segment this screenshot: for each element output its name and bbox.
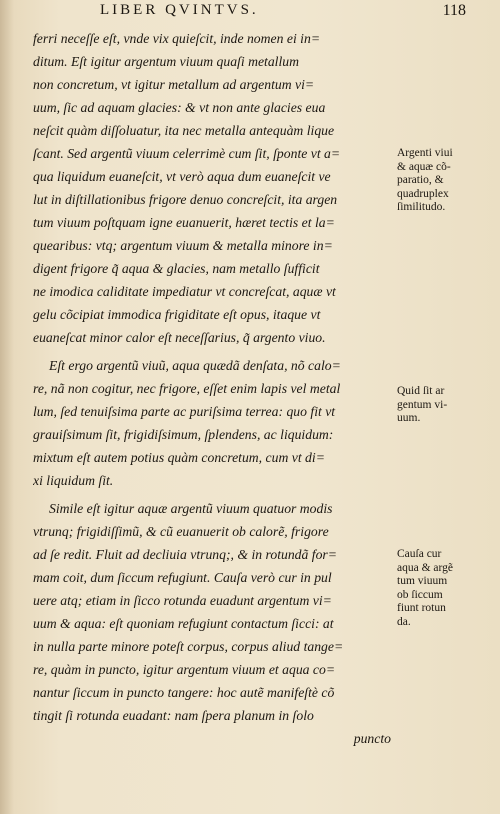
text-line: ad ſe redit. Fluit ad decliuia vtrunq;, & in rotundã for=: [33, 547, 337, 562]
text-line: ne imodica caliditate impediatur vt concreſcat, aquæ vt: [33, 284, 336, 299]
text-line: gelu cõcipiat immodica frigiditate eſt opus, itaque vt: [33, 307, 321, 322]
text-line: euaneſcat minor calor eſt neceſſarius, q̃ argento viuo.: [33, 330, 326, 345]
text-line: lut in diſtillationibus frigore denuo concreſcit, ita argen: [33, 192, 338, 207]
paragraph-2: [33, 354, 391, 492]
text-line: nantur ſiccum in puncto tangere: hoc autẽ manifeſtè cõ: [33, 685, 335, 700]
note-line: Cauſa cur: [397, 548, 442, 560]
main-text: [33, 27, 391, 750]
text-line: ditum. Eſt igitur argentum viuum quaſi metallum: [33, 54, 300, 69]
note-line: uum.: [397, 412, 421, 424]
note-line: ob ſiccum: [397, 588, 443, 601]
text-line: digent frigore q̃ aqua & glacies, nam metallo ſufficit: [33, 261, 320, 276]
note-line: quadruplex: [397, 187, 449, 200]
text-line: lum, ſed tenuiſsima parte ac puriſsima terrea: quo fit vt: [33, 404, 336, 419]
note-line: da.: [397, 615, 411, 628]
text-line: quearibus: vtq; argentum viuum & metalla minore in=: [33, 238, 333, 253]
text-line: re, quàm in puncto, igitur argentum viuum et aqua co=: [33, 662, 336, 677]
text-line: ferri neceſſe eſt, vnde vix quieſcit, inde nomen ei in=: [33, 31, 321, 46]
note-line: gentum vi-: [397, 398, 448, 411]
note-line: fiunt rotun: [397, 602, 446, 614]
marginal-note-cause: [397, 548, 493, 629]
page-number: 118: [442, 2, 466, 19]
text-line: Eſt ergo argentũ viuũ, aqua quædã denſata, nõ calo=: [49, 358, 341, 373]
text-line: uum, ſic ad aquam glacies: & vt non ante glacies eua: [33, 100, 326, 115]
note-line: tum viuum: [397, 575, 448, 587]
note-line: Argenti viui: [397, 147, 453, 159]
marginal-note-comparison: [397, 147, 493, 215]
text-line: neſcit quàm diſſoluatur, ita nec metalla antequàm lique: [33, 123, 335, 138]
text-line: re, nã non cogitur, nec frigore, eſſet enim lapis vel metal: [33, 381, 341, 396]
text-line: vtrunq; frigidiſſimũ, & cũ euanuerit ob calorẽ, frigore: [33, 524, 329, 539]
text-line: tum viuum poſtquam igne euanuerit, hæret tectis et la=: [33, 215, 335, 230]
text-line: in nulla parte minore poteſt corpus, corpus aliud tange=: [33, 639, 344, 654]
page-header: [100, 2, 480, 24]
text-line: uere atq; etiam in ſicco rotunda euadunt argentum vi=: [33, 593, 332, 608]
text-line: mam coit, dum ſiccum refugiunt. Cauſa verò cur in pul: [33, 570, 332, 585]
running-title: LIBER QVINTVS.: [100, 2, 259, 18]
note-line: aqua & argẽ: [397, 561, 453, 574]
text-line: uum & aqua: eſt quoniam refugiunt contactum ſicci: at: [33, 616, 334, 631]
text-line: non concretum, vt igitur metallum ad argentum vi=: [33, 77, 315, 92]
text-line: tingit ſi rotunda euadant: nam ſpera planum in ſolo: [33, 708, 314, 723]
note-line: Quid ſit ar: [397, 385, 445, 397]
text-line: grauiſsimum ſit, frigidiſsimum, ſplendens, ac liquidum:: [33, 427, 334, 442]
catchword: puncto: [353, 731, 391, 746]
paragraph-3: [33, 497, 391, 750]
text-line: xi liquidum ſit.: [33, 473, 114, 488]
note-line: ſimilitudo.: [397, 201, 446, 213]
paragraph-1: [33, 27, 391, 349]
note-line: paratio, &: [397, 174, 444, 186]
note-line: & aquæ cõ-: [397, 160, 451, 173]
text-line: Simile eſt igitur aquæ argentũ viuum quatuor modis: [49, 501, 333, 516]
marginal-note-definition: [397, 385, 493, 426]
text-line: ſcant. Sed argentũ viuum celerrimè cum ſit, ſponte vt a=: [33, 146, 341, 161]
text-line: qua liquidum euaneſcit, vt verò aqua dum euaneſcit ve: [33, 169, 331, 184]
text-line: mixtum eſt autem potius quàm concretum, cum vt di=: [33, 450, 325, 465]
gutter-shadow: [0, 0, 14, 814]
